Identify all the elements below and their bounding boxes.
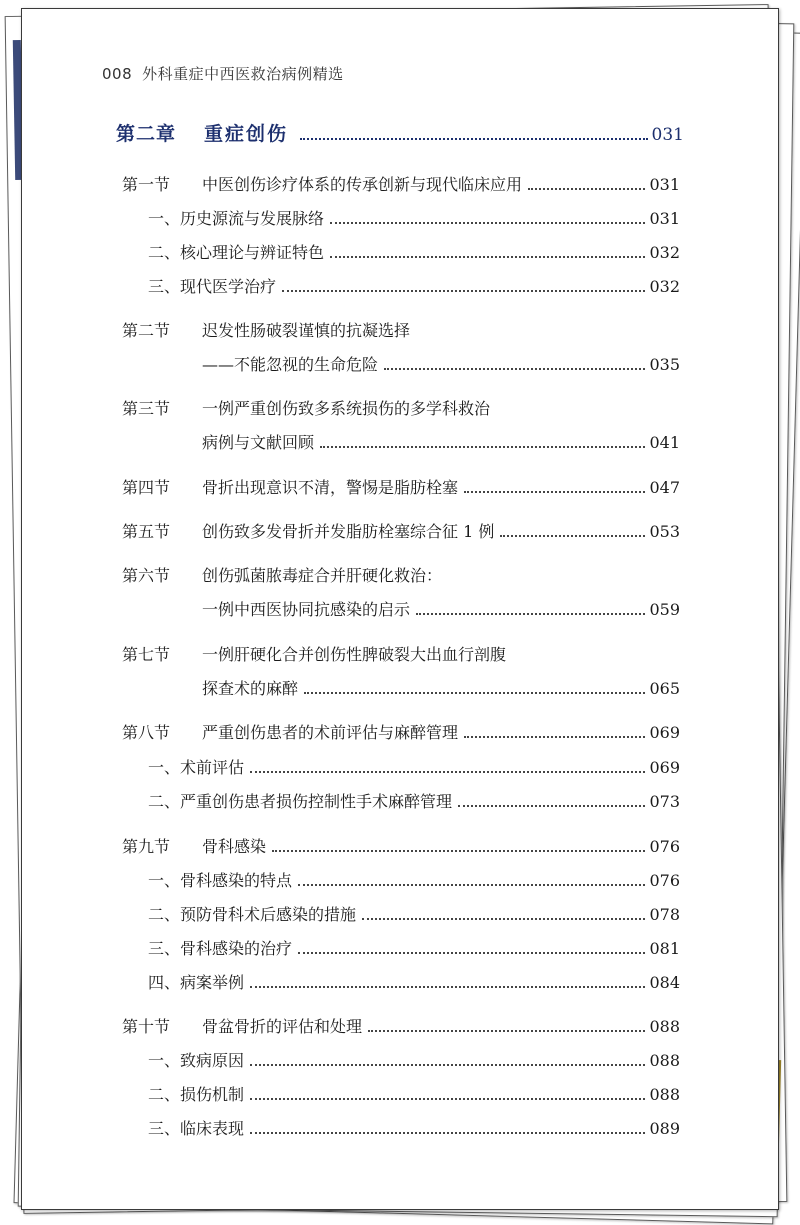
- entry-page: 069: [649, 758, 680, 777]
- entry-page: 078: [649, 905, 680, 924]
- toc-entry-sub[interactable]: [148, 1119, 680, 1139]
- toc-entry-section-3[interactable]: [122, 399, 680, 419]
- entry-title: 病例与文献回顾: [202, 433, 315, 452]
- toc-entry-continuation[interactable]: [202, 355, 680, 375]
- entry-title: 四、病案举例: [148, 973, 245, 992]
- dot-leader: [362, 918, 645, 920]
- entry-title: 一、历史源流与发展脉络: [148, 209, 325, 228]
- toc-entry-section-8[interactable]: [122, 723, 680, 743]
- entry-title: 创伤致多发骨折并发脂肪栓塞综合征 1 例: [202, 522, 495, 541]
- dot-leader: [458, 805, 645, 807]
- entry-title: 二、核心理论与辨证特色: [148, 243, 325, 262]
- dot-leader: [250, 771, 645, 773]
- dot-leader: [272, 850, 645, 852]
- toc-entry-section-10[interactable]: [122, 1017, 680, 1037]
- chapter-label: 第二章: [116, 123, 177, 145]
- section-label: 第九节: [122, 837, 171, 856]
- dot-leader: [416, 613, 645, 615]
- section-label: 第二节: [122, 321, 171, 340]
- toc-entry-section-7[interactable]: [122, 645, 680, 665]
- section-label: 第六节: [122, 566, 171, 585]
- section-label: 第八节: [122, 723, 171, 742]
- section-label: 第五节: [122, 522, 171, 541]
- section-label: 第一节: [122, 175, 171, 194]
- entry-page: 069: [649, 723, 680, 742]
- entry-title: 中医创伤诊疗体系的传承创新与现代临床应用: [202, 175, 523, 194]
- entry-title: 三、临床表现: [148, 1119, 245, 1138]
- dot-leader: [304, 692, 645, 694]
- chapter-heading[interactable]: [116, 119, 684, 146]
- entry-title: 一例中西医协同抗感染的启示: [202, 600, 411, 619]
- entry-title: 创伤弧菌脓毒症合并肝硬化救治：: [202, 566, 443, 585]
- entry-page: 088: [649, 1017, 680, 1036]
- section-label: 第七节: [122, 645, 171, 664]
- entry-title: 一、术前评估: [148, 758, 245, 777]
- chapter-title: 重症创伤: [204, 123, 289, 145]
- toc-entry-section-1[interactable]: [122, 175, 680, 195]
- toc-entry-sub[interactable]: [148, 277, 680, 297]
- entry-page: 076: [649, 837, 680, 856]
- entry-title: 三、现代医学治疗: [148, 277, 277, 296]
- dot-leader: [368, 1030, 645, 1032]
- entry-page: 031: [649, 209, 680, 228]
- toc-entry-sub[interactable]: [148, 939, 680, 959]
- toc-entry-sub[interactable]: [148, 243, 680, 263]
- entry-title: 迟发性肠破裂谨慎的抗凝选择: [202, 321, 411, 340]
- dot-leader: [298, 952, 645, 954]
- entry-title: ——不能忽视的生命危险: [202, 355, 379, 374]
- entry-page: 053: [649, 522, 680, 541]
- entry-title: 骨折出现意识不清，警惕是脂肪栓塞: [202, 478, 459, 497]
- dot-leader: [330, 256, 645, 258]
- toc-entry-continuation[interactable]: [202, 679, 680, 699]
- toc-entry-section-9[interactable]: [122, 837, 680, 857]
- dot-leader: [464, 491, 645, 493]
- toc-page: [21, 8, 779, 1210]
- section-label: 第三节: [122, 399, 171, 418]
- entry-title: 探查术的麻醉: [202, 679, 299, 698]
- entry-title: 骨科感染: [202, 837, 267, 856]
- toc-entry-sub[interactable]: [148, 973, 680, 993]
- entry-title: 一、致病原因: [148, 1051, 245, 1070]
- entry-page: 031: [649, 175, 680, 194]
- book-title: 外科重症中西医救治病例精选: [142, 65, 344, 83]
- entry-title: 二、预防骨科术后感染的措施: [148, 905, 357, 924]
- entry-page: 032: [649, 277, 680, 296]
- entry-page: 035: [649, 355, 680, 374]
- toc-entry-continuation[interactable]: [202, 433, 680, 453]
- entry-title: 一、骨科感染的特点: [148, 871, 293, 890]
- page-number: 008: [102, 65, 133, 83]
- entry-title: 三、骨科感染的治疗: [148, 939, 293, 958]
- entry-page: 032: [649, 243, 680, 262]
- toc-entry-sub[interactable]: [148, 1051, 680, 1071]
- dot-leader: [282, 290, 645, 292]
- entry-page: 059: [649, 600, 680, 619]
- toc-entry-continuation[interactable]: [202, 600, 680, 620]
- toc-entry-sub[interactable]: [148, 792, 680, 812]
- entry-title: 严重创伤患者的术前评估与麻醉管理: [202, 723, 459, 742]
- dot-leader: [250, 1132, 645, 1134]
- entry-title: 二、损伤机制: [148, 1085, 245, 1104]
- dot-leader: [330, 222, 645, 224]
- toc-entry-sub[interactable]: [148, 871, 680, 891]
- entry-title: 二、严重创伤患者损伤控制性手术麻醉管理: [148, 792, 453, 811]
- entry-title: 一例肝硬化合并创伤性脾破裂大出血行剖腹: [202, 645, 507, 664]
- chapter-page: 031: [651, 125, 684, 145]
- entry-page: 088: [649, 1051, 680, 1070]
- dot-leader: [500, 535, 645, 537]
- entry-page: 088: [649, 1085, 680, 1104]
- toc-entry-section-4[interactable]: [122, 478, 680, 498]
- entry-page: 076: [649, 871, 680, 890]
- entry-page: 089: [649, 1119, 680, 1138]
- dot-leader: [528, 188, 645, 190]
- dot-leader: [384, 368, 645, 370]
- toc-entry-sub[interactable]: [148, 209, 680, 229]
- dot-leader: [298, 884, 645, 886]
- entry-page: 084: [649, 973, 680, 992]
- running-head: [102, 63, 344, 84]
- entry-title: 骨盆骨折的评估和处理: [202, 1017, 363, 1036]
- toc-entry-section-6[interactable]: [122, 566, 680, 586]
- entry-page: 041: [649, 433, 680, 452]
- dot-leader: [320, 446, 645, 448]
- entry-page: 065: [649, 679, 680, 698]
- section-label: 第十节: [122, 1017, 171, 1036]
- toc-entry-sub[interactable]: [148, 1085, 680, 1105]
- dot-leader: [250, 1064, 645, 1066]
- section-label: 第四节: [122, 478, 171, 497]
- dot-leader: [250, 986, 645, 988]
- toc-entry-section-5[interactable]: [122, 522, 680, 542]
- toc-entry-sub[interactable]: [148, 905, 680, 925]
- entry-page: 073: [649, 792, 680, 811]
- dot-leader: [464, 736, 645, 738]
- entry-page: 081: [649, 939, 680, 958]
- entry-page: 047: [649, 478, 680, 497]
- dot-leader: [250, 1098, 645, 1100]
- toc-entry-sub[interactable]: [148, 758, 680, 778]
- toc-entry-section-2[interactable]: [122, 321, 680, 341]
- dot-leader: [300, 138, 648, 140]
- entry-title: 一例严重创伤致多系统损伤的多学科救治: [202, 399, 491, 418]
